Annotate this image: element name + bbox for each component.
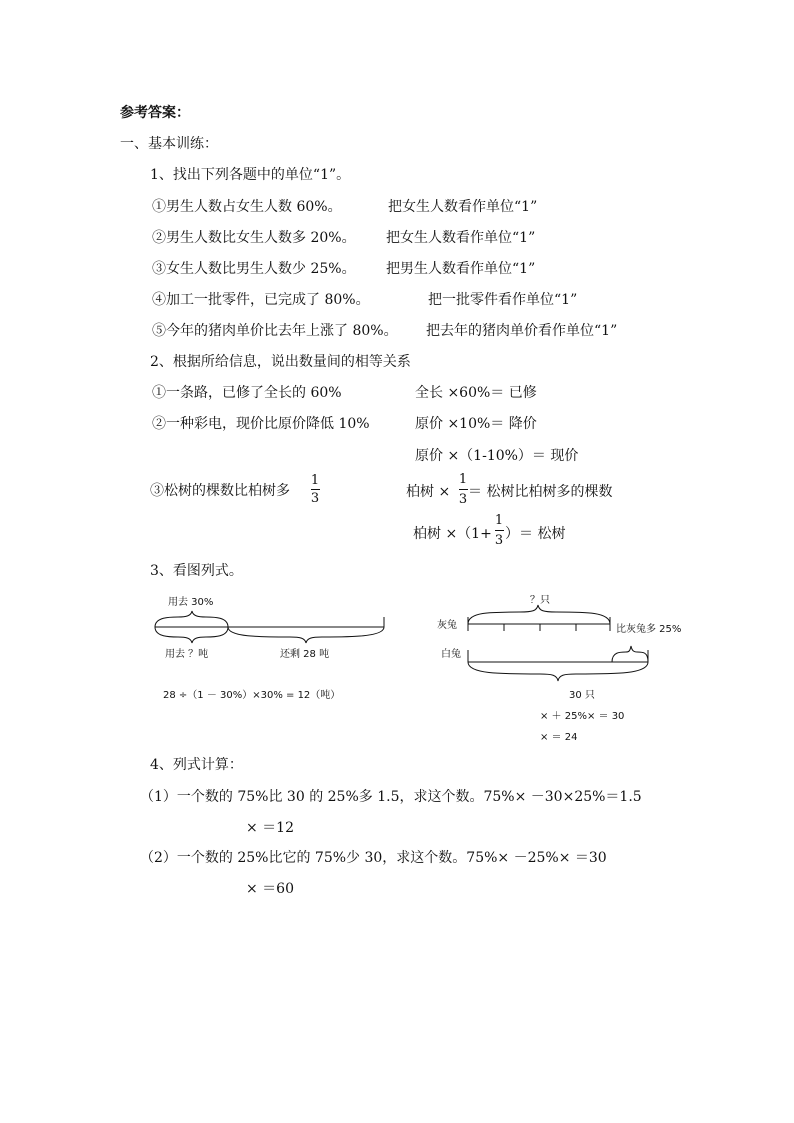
q2-item-1-text: ①一条路，已修了全长的 60%	[152, 385, 342, 401]
q2-item-2-relation-2: 原价 ×（1-10%）＝ 现价	[415, 448, 579, 464]
q2-item-3-rel2-a: 柏树 ×（1+	[413, 526, 492, 542]
q1-item-1-text: ①男生人数占女生人数 60%。	[152, 199, 342, 215]
thirty-label: 30 只	[569, 690, 595, 701]
fraction-denominator: 3	[310, 491, 320, 506]
q4-problem-1-answer: × ＝12	[246, 820, 294, 836]
q1-heading: 1、找出下列各题中的单位“1”。	[150, 167, 351, 183]
right-bottom-brace	[468, 662, 648, 681]
fraction-numerator: 1	[494, 513, 504, 528]
page-title: 参考答案：	[120, 105, 190, 121]
q1-item-2-answer: 把女生人数看作单位“1”	[386, 230, 536, 246]
q3-heading: 3、看图列式。	[150, 563, 243, 579]
remaining-tons-label: 还剩 28 吨	[280, 649, 330, 660]
q2-item-3-rel1-a: 柏树 ×	[406, 484, 451, 500]
q4-heading: 4、列式计算：	[150, 757, 243, 773]
q1-item-4-answer: 把一批零件看作单位“1”	[428, 292, 578, 308]
total-question-label: ？只	[530, 595, 550, 606]
q2-item-3-rel1-b: ＝ 松树比柏树多的棵数	[468, 484, 613, 500]
left-bottom-brace-2	[228, 627, 384, 643]
q1-item-4-text: ④加工一批零件，已完成了 80%。	[152, 292, 370, 308]
white-rabbit-label: 白兔	[441, 649, 461, 660]
fraction-numerator: 1	[310, 473, 320, 488]
more-than-grey-label: 比灰兔多 25%	[616, 624, 682, 635]
left-top-brace	[155, 611, 228, 627]
q2-item-2-relation-1: 原价 ×10%＝ 降价	[415, 416, 537, 432]
q4-problem-2: （2）一个数的 25%比它的 75%少 30，求这个数。75%× －25%× ＝30	[140, 850, 607, 866]
used-percent-label: 用去 30%	[168, 597, 214, 608]
section-heading: 一、基本训练：	[120, 136, 218, 152]
fraction-denominator: 3	[458, 492, 468, 507]
q3-right-equation-2: × ＝ 24	[540, 732, 578, 743]
q2-heading: 2、根据所给信息，说出数量间的相等关系	[150, 354, 411, 370]
used-tons-label: 用去 ？吨	[165, 649, 209, 660]
q1-item-5-answer: 把去年的猪肉单价看作单位“1”	[426, 323, 618, 339]
q3-right-equation-1: × ＋ 25%× ＝ 30	[540, 711, 625, 722]
right-top-brace	[468, 605, 610, 624]
q3-left-equation: 28 ÷（1 － 30%）×30% = 12（吨）	[163, 690, 341, 701]
q2-item-3-text: ③松树的棵数比柏树多	[150, 483, 290, 499]
q1-item-1-answer: 把女生人数看作单位“1”	[388, 199, 538, 215]
q4-problem-1: （1）一个数的 75%比 30 的 25%多 1.5，求这个数。75%× －30×25%＝1.5	[140, 789, 642, 805]
q2-item-3-rel2-b: ）＝ 松树	[505, 526, 566, 542]
q2-item-1-relation: 全长 ×60%＝ 已修	[415, 385, 537, 401]
q1-item-3-text: ③女生人数比男生人数少 25%。	[152, 261, 356, 277]
q4-problem-2-answer: × ＝60	[246, 881, 294, 897]
left-bottom-brace-1	[155, 627, 228, 643]
extra-brace	[612, 646, 648, 662]
fraction-denominator: 3	[494, 533, 504, 548]
q2-item-2-text: ②一种彩电，现价比原价降低 10%	[152, 416, 370, 432]
q1-item-3-answer: 把男生人数看作单位“1”	[386, 261, 536, 277]
grey-rabbit-label: 灰兔	[437, 620, 457, 631]
fraction-numerator: 1	[458, 472, 468, 487]
q1-item-5-text: ⑤今年的猪肉单价比去年上涨了 80%。	[152, 323, 398, 339]
q1-item-2-text: ②男生人数比女生人数多 20%。	[152, 230, 356, 246]
